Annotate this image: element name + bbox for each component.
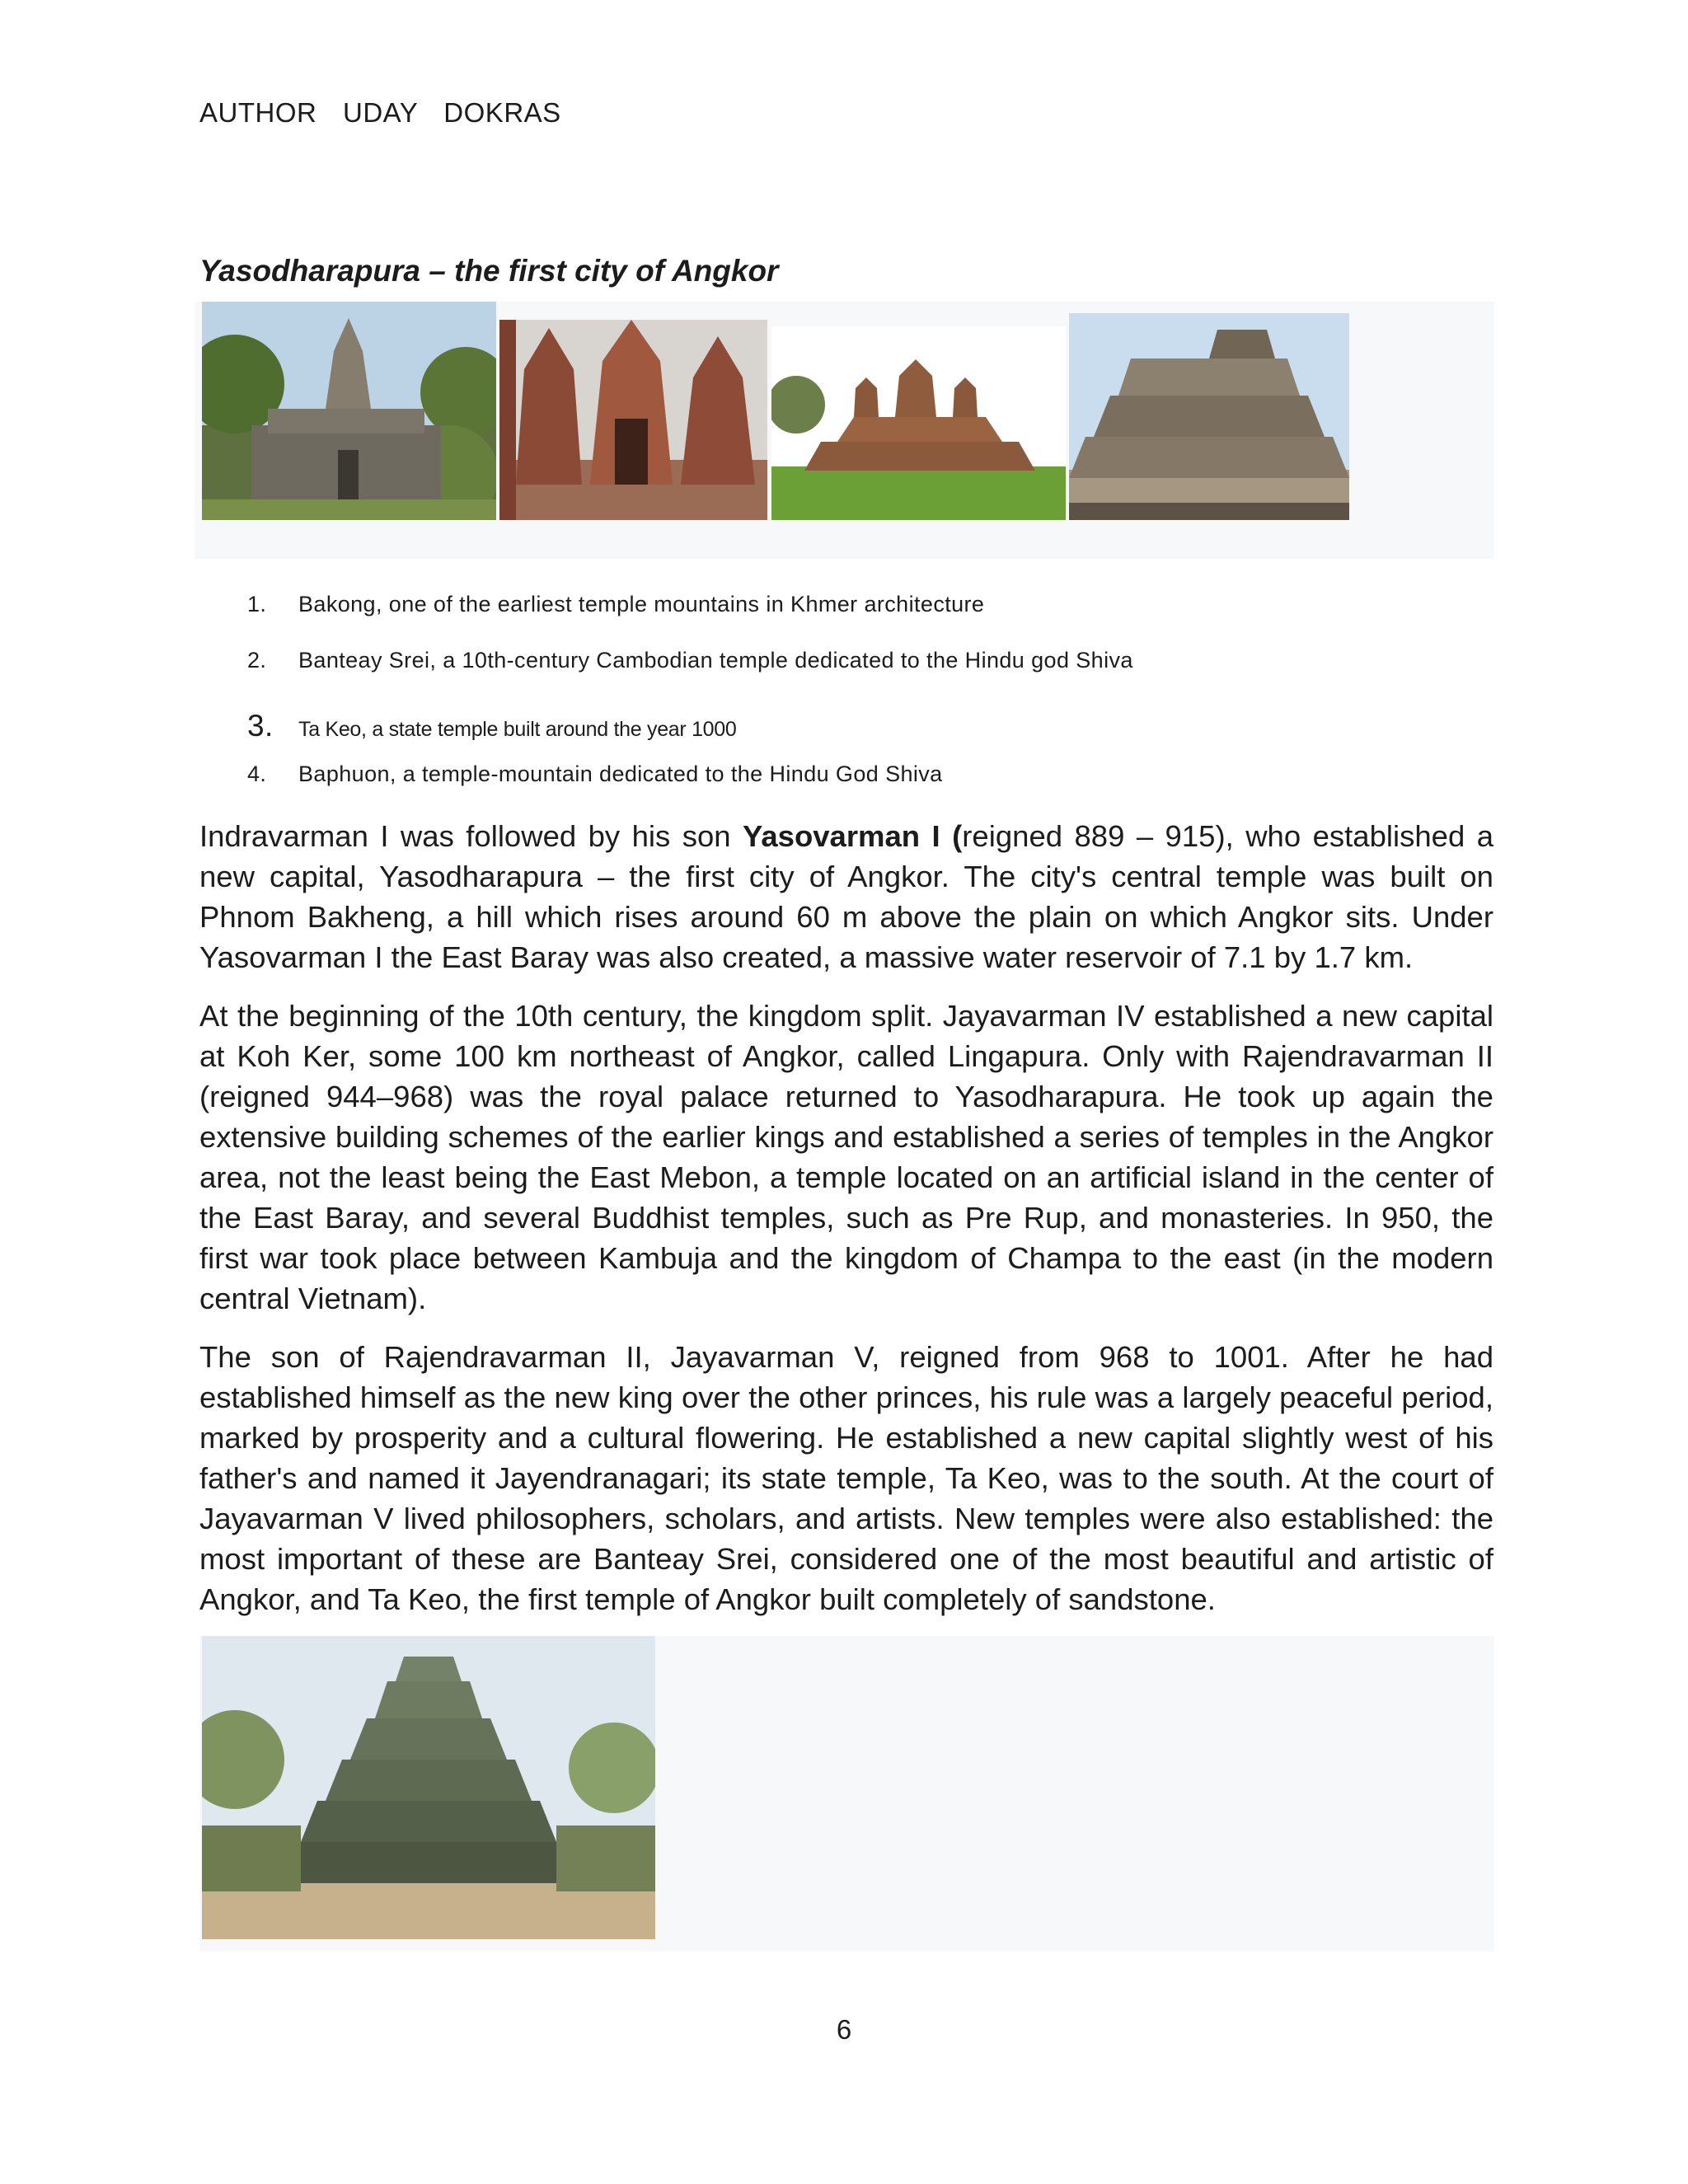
lower-gallery (200, 1636, 1494, 1952)
bakong-photo (202, 302, 496, 520)
section-title: Yasodharapura – the first city of Angkor (199, 254, 779, 288)
page-number: 6 (836, 2014, 852, 2045)
paragraph-yasovarman: Indravarman I was followed by his son Yasovarman I (reigned 889 – 915), who established a new capital, Yasodharapura – the first city of Angkor. The city's central temple was built on Phnom Bakheng, a hill which rises around 60 m above the plain on which Angkor sits. Under Yasovarman I the East Baray was also created, a massive water reservoir of 7.1 by 1.7 km. (199, 819, 1493, 974)
caption-item: 1. Bakong, one of the earliest temple mountains in Khmer architecture (247, 592, 985, 616)
koh-ker-photo (202, 1636, 655, 1939)
temple-gallery (195, 302, 1494, 559)
baphuon-photo (1069, 313, 1349, 520)
caption-item: 2. Banteay Srei, a 10th-century Cambodian temple dedicated to the Hindu god Shiva (247, 648, 1133, 673)
caption-item: 4. Baphuon, a temple-mountain dedicated to the Hindu God Shiva (247, 762, 943, 786)
caption-item: 3. Ta Keo, a state temple built around the year 1000 (247, 709, 737, 743)
paragraph-rajendravarman: At the beginning of the 10th century, the kingdom split. Jayavarman IV established a new capital at Koh Ker, some 100 km northeast of Angkor, called Lingapura. Only with Rajendravarman II (reigned 944–968) was the royal palace returned to Yasodharapura. He took up again the extensive building schemes of the earlier kings and established a series of temples in the Angkor area, not the least being the East Mebon, a temple located on an artificial island in the center of the East Baray, and several Buddhist temples, such as Pre Rup, and monasteries. In 950, the first war took place between Kambuja and the kingdom of Champa to the east (in the modern central Vietnam). (199, 999, 1493, 1315)
page-header: AUTHOR UDAY DOKRAS (199, 97, 561, 128)
paragraph-jayavarman: The son of Rajendravarman II, Jayavarman V, reigned from 968 to 1001. After he had established himself as the new king over the other princes, his rule was a largely peaceful period, marked by prosperity and a cultural flowering. He established a new capital slightly west of his father's and named it Jayendranagari; its state temple, Ta Keo, was to the south. At the court of Jayavarman V lived philosophers, scholars, and artists. New temples were also established: the most important of these are Banteay Srei, considered one of the most beautiful and artistic of Angkor, and Ta Keo, the first temple of Angkor built completely of sandstone. (199, 1340, 1493, 1616)
banteay-srei-photo (499, 320, 767, 520)
ta-keo-photo (771, 326, 1066, 520)
